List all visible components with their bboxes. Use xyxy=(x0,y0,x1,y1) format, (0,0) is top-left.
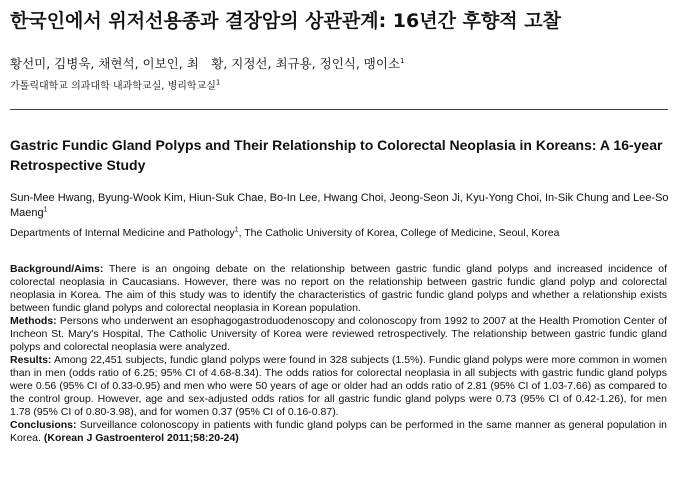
abstract xyxy=(10,263,667,445)
korean-affiliation-superscript: 1 xyxy=(215,78,221,87)
korean-title: 한국인에서 위저선용종과 결장암의 상관관계: 16년간 후향적 고찰 xyxy=(10,10,561,32)
abstract-methods xyxy=(10,315,667,354)
korean-affiliation-text: 가톨릭대학교 의과대학 내과학교실, 병리학교실 xyxy=(10,81,216,92)
background-text: There is an ongoing debate on the relationship between gastric fundic gland polyps and increased incidence of colorectal neoplasia in Caucasians. However, there was no report on the relationship between gastric fundic gland polyp and colorectal neoplasia in Korea. The aim of this study was to identify the characteristics of gastric fundic gland polyps and whether a relationship exists between fundic gland polyps and colorectal neoplasia in Korean population. xyxy=(10,263,667,314)
methods-label: Methods: xyxy=(10,315,57,327)
korean-author-superscript: 1 xyxy=(400,56,405,65)
section-divider xyxy=(10,109,668,110)
english-affiliation xyxy=(10,226,675,240)
abstract-results xyxy=(10,354,667,419)
korean-authors xyxy=(10,56,670,72)
english-author-superscript: 1 xyxy=(43,206,48,214)
english-affiliation-superscript: 1 xyxy=(234,226,239,234)
journal-citation: (Korean J Gastroenterol 2011;58:20-24) xyxy=(43,432,239,444)
english-affiliation-institution: , The Catholic University of Korea, College of Medicine, Seoul, Korea xyxy=(238,227,560,239)
english-author-list: Sun-Mee Hwang, Byung-Wook Kim, Hiun-Suk Chae, Bo-In Lee, Hwang Choi, Jeong-Seon Ji, Kyu-Yong Choi, In-Sik Chung and Lee-So Maeng xyxy=(10,192,669,219)
methods-text: Persons who underwent an esophagogastroduodenoscopy and colonoscopy from 1992 to 2007 at the Health Promotion Center of Incheon St. Mary's Hospital, The Catholic University of Korea were reviewed retrospectively. The relationship between gastric fundic gland polyps and colorectal neoplasia were analyzed. xyxy=(10,315,667,353)
conclusions-label: Conclusions: xyxy=(10,419,77,431)
abstract-conclusions xyxy=(10,419,667,445)
english-title: Gastric Fundic Gland Polyps and Their Relationship to Colorectal Neoplasia in Koreans: A 16-year Retrospective Study xyxy=(10,137,663,173)
korean-affiliation xyxy=(10,80,670,94)
english-authors xyxy=(10,191,670,221)
conclusions-text: Surveillance colonoscopy in patients with fundic gland polyps can be performed in the same manner as general population in Korea. xyxy=(10,419,667,444)
english-affiliation-departments: Departments of Internal Medicine and Pathology xyxy=(10,227,235,239)
korean-author-list: 황선미, 김병욱, 채현석, 이보인, 최 황, 지정선, 최규용, 정인식, 맹이소 xyxy=(10,56,401,71)
abstract-background xyxy=(10,263,667,315)
background-label: Background/Aims: xyxy=(10,263,104,275)
results-text: Among 22,451 subjects, fundic gland polyps were found in 328 subjects (1.5%). Fundic gland polyps were more common in women than in men (odds ratio of 6.25; 95% CI of 4.68-8.34). The odds ratios for colorectal neoplasia in all subjects with gastric fundic gland polyps were 0.56 (95% CI of 0.33-0.95) and men who were 50 years of age or older had an odds ratio of 2.81 (95% CI of 1.03-7.66) as compared to the control group. However, age and sex-adjusted odds ratios for all gastric fundic gland polyps were 0.73 (95% CI of 0.42-1.26), for men 1.78 (95% CI of 0.80-3.98), and for women 0.37 (95% CI of 0.16-0.87). xyxy=(10,354,667,418)
results-label: Results: xyxy=(10,354,52,366)
